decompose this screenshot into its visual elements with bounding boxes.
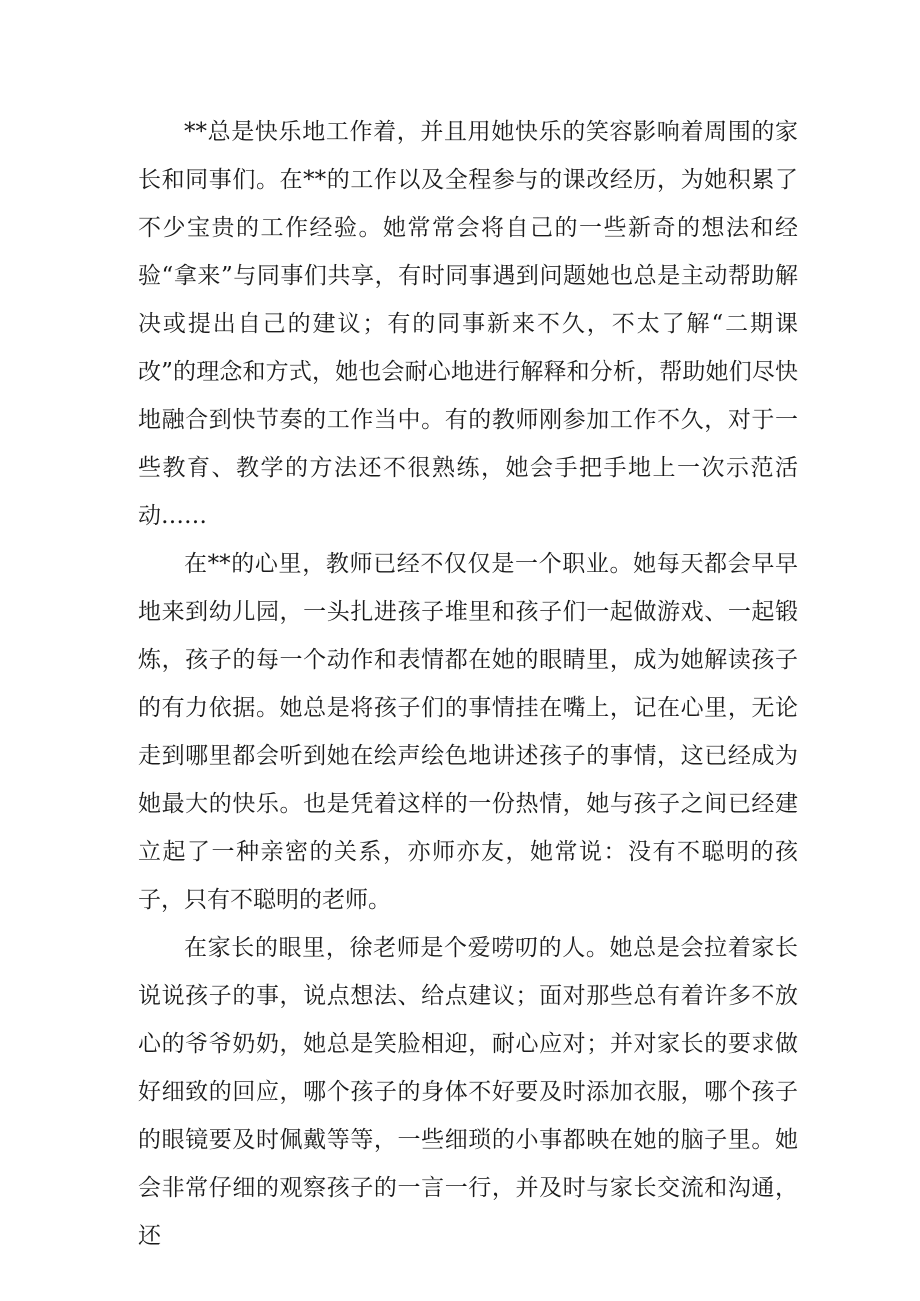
paragraph-3: 在家长的眼里，徐老师是个爱唠叨的人。她总是会拉着家长说说孩子的事，说点想法、给点建议；面对那些总有着许多不放心的爷爷奶奶，她总是笑脸相迎，耐心应对；并对家长的要求做好细致的回应，哪个孩子的身体不好要及时添加衣服，哪个孩子的眼镜要及时佩戴等等，一些细琐的小事都映在她的脑子里。她会非常仔细的观察孩子的一言一行，并及时与家长交流和沟通，还 xyxy=(138,935,798,1249)
paragraph-1: **总是快乐地工作着，并且用她快乐的笑容影响着周围的家长和同事们。在**的工作以及全程参与的课改经历，为她积累了不少宝贵的工作经验。她常常会将自己的一些新奇的想法和经验“拿来”与同事们共享，有时同事遇到问题她也总是主动帮助解决或提出自己的建议；有的同事新来不久，不太了解“二期课改”的理念和方式，她也会耐心地进行解释和分析，帮助她们尽快地融合到快节奏的工作当中。有的教师刚参加工作不久，对于一些教育、教学的方法还不很熟练，她会手把手地上一次示范活动…… xyxy=(138,119,798,529)
paragraph-2: 在**的心里，教师已经不仅仅是一个职业。她每天都会早早地来到幼儿园，一头扎进孩子堆里和孩子们一起做游戏、一起锻炼，孩子的每一个动作和表情都在她的眼睛里，成为她解读孩子的有力依据。她总是将孩子们的事情挂在嘴上，记在心里，无论走到哪里都会听到她在绘声绘色地讲述孩子的事情，这已经成为她最大的快乐。也是凭着这样的一份热情，她与孩子之间已经建立起了一种亲密的关系，亦师亦友，她常说：没有不聪明的孩子，只有不聪明的老师。 xyxy=(138,551,798,913)
document-body xyxy=(138,108,798,1260)
